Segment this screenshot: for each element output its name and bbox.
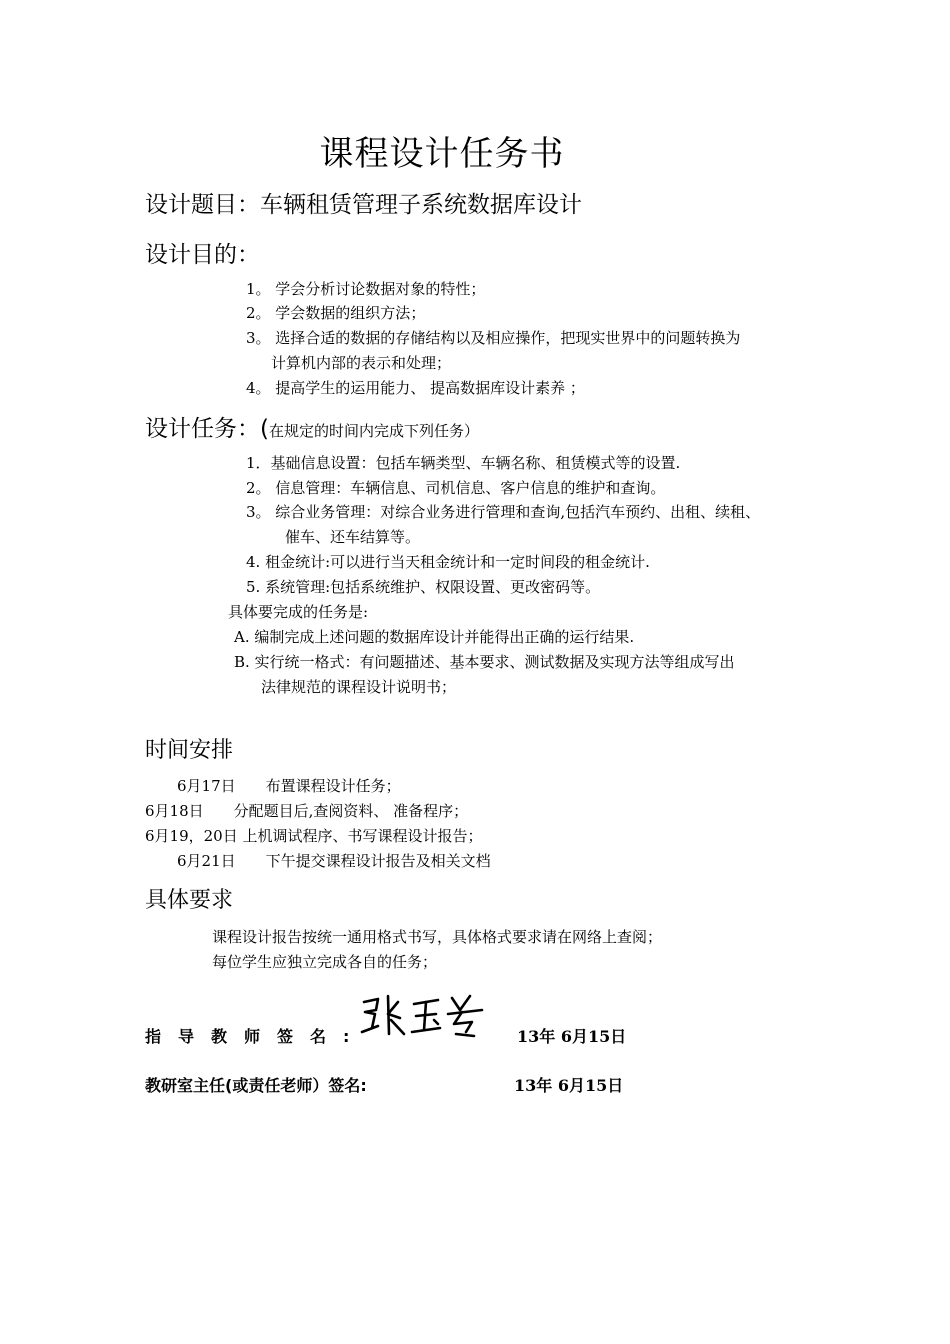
task-item: 4. 租金统计:可以进行当天租金统计和一定时间段的租金统计.	[246, 553, 650, 571]
tasks-heading: 设计任务：(	[145, 416, 269, 442]
schedule-heading: 时间安排	[145, 738, 234, 763]
requirement-item: B. 实行统一格式：有问题描述、基本要求、测试数据及实现方法等组成写出	[234, 653, 735, 671]
topic-label: 设计题目：	[145, 192, 260, 218]
purpose-item: 4。 提高学生的运用能力、 提高数据库设计素养 ；	[246, 379, 585, 397]
director-signature-label: 教研室主任(或责任老师）签名:	[145, 1076, 367, 1095]
task-item: 1．基础信息设置：包括车辆类型、车辆名称、租赁模式等的设置.	[246, 454, 681, 472]
purpose-item: 3。 选择合适的数据的存储结构以及相应操作，把现实世界中的问题转换为	[246, 329, 741, 347]
schedule-row: 6月18日 分配题目后,查阅资料、 准备程序；	[145, 802, 469, 820]
schedule-row: 6月21日 下午提交课程设计报告及相关文档	[177, 852, 491, 870]
purpose-item: 1。 学会分析讨论数据对象的特性；	[246, 280, 486, 298]
handwritten-signature	[358, 990, 488, 1042]
director-date: 13年 6月15日	[514, 1076, 624, 1095]
tasks-heading-line	[145, 410, 479, 443]
requirements-heading: 具体要求	[145, 888, 234, 913]
purpose-item: 2。 学会数据的组织方法；	[246, 304, 426, 322]
document-title: 课程设计任务书	[319, 134, 565, 174]
requirement-item: A. 编制完成上述问题的数据库设计并能得出正确的运行结果.	[234, 628, 635, 646]
topic-line	[145, 186, 582, 219]
requirements-line: 每位学生应独立完成各自的任务；	[212, 953, 438, 971]
task-item: 3。 综合业务管理：对综合业务进行管理和查询,包括汽车预约、出租、续租、	[246, 503, 761, 521]
instructor-signature-label: 指导教师签名:	[145, 1027, 367, 1046]
requirement-item-continuation: 法律规范的课程设计说明书；	[261, 678, 457, 696]
task-item-continuation: 催车、还车结算等。	[285, 528, 421, 546]
purpose-heading: 设计目的：	[145, 242, 260, 268]
tasks-note: 在规定的时间内完成下列任务）	[268, 422, 479, 440]
schedule-row: 6月19，20日 上机调试程序、书写课程设计报告；	[145, 827, 483, 845]
instructor-date: 13年 6月15日	[517, 1027, 627, 1046]
purpose-item-continuation: 计算机内部的表示和处理；	[271, 354, 452, 372]
task-item: 2。 信息管理：车辆信息、司机信息、客户信息的维护和查询。	[246, 479, 666, 497]
task-item: 5. 系统管理:包括系统维护、权限设置、更改密码等。	[246, 578, 601, 596]
requirements-line: 课程设计报告按统一通用格式书写，具体格式要求请在网络上查阅；	[212, 928, 663, 946]
topic-value: 车辆租赁管理子系统数据库设计	[260, 192, 582, 218]
requirement-intro: 具体要完成的任务是:	[228, 603, 369, 621]
schedule-row: 6月17日 布置课程设计任务；	[177, 777, 401, 795]
